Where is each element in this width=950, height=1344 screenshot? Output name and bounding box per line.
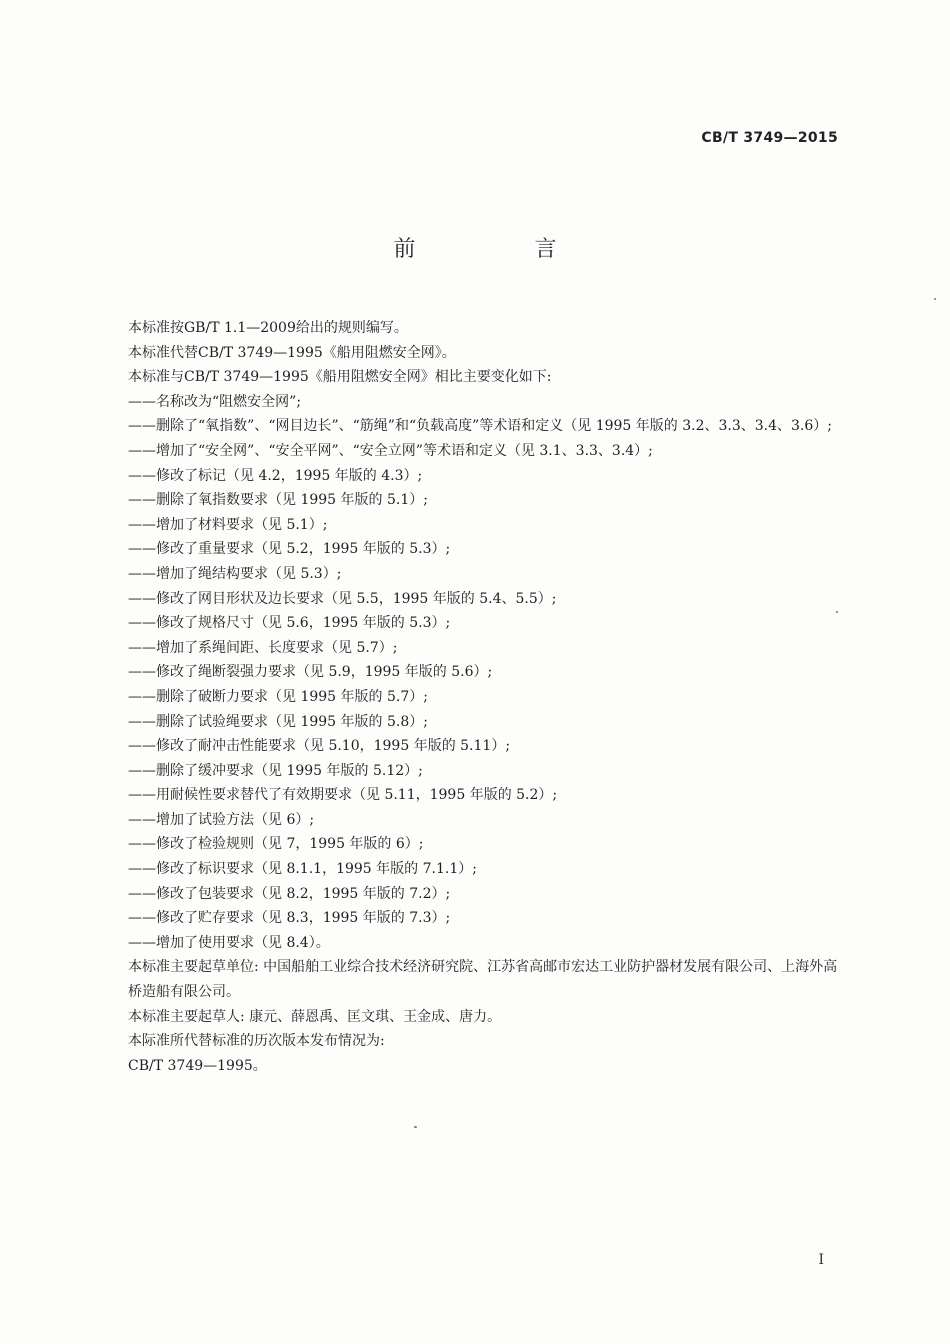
change-item: ——增加了使用要求（见 8.4）。	[128, 934, 330, 951]
intro-paragraph-2: 本标准代替CB/T 3749—1995《船用阻燃安全网》。	[128, 344, 456, 361]
change-item: ——删除了破断力要求（见 1995 年版的 5.7）;	[128, 688, 428, 705]
change-item: ——修改了重量要求（见 5.2，1995 年版的 5.3）;	[128, 541, 451, 558]
scan-speck	[934, 298, 936, 300]
change-item: ——修改了绳断裂强力要求（见 5.9，1995 年版的 5.6）;	[128, 664, 493, 681]
change-item: ——修改了标识要求（见 8.1.1，1995 年版的 7.1.1）;	[128, 861, 477, 878]
change-item: ——增加了“安全网”、“安全平网”、“安全立网”等术语和定义（见 3.1、3.3、3.4）;	[128, 442, 653, 459]
change-item: ——删除了“氧指数”、“网目边长”、“筋绳”和“负载高度”等术语和定义（见 1995 年版的 3.2、3.3、3.4、3.6）;	[128, 418, 833, 435]
document-code: CB/T 3749—2015	[701, 130, 838, 146]
scan-speck	[836, 611, 838, 613]
document-body	[128, 316, 848, 1078]
intro-paragraph-1: 本标准按GB/T 1.1—2009给出的规则编写。	[128, 320, 408, 336]
change-item: ——删除了试验绳要求（见 1995 年版的 5.8）;	[128, 713, 428, 730]
change-item: ——删除了缓冲要求（见 1995 年版的 5.12）;	[128, 762, 423, 779]
change-item: ——修改了耐冲击性能要求（见 5.10，1995 年版的 5.11）;	[128, 738, 511, 755]
change-item: ——修改了贮存要求（见 8.3，1995 年版的 7.3）;	[128, 910, 451, 927]
change-item: ——修改了检验规则（见 7，1995 年版的 6）;	[128, 836, 424, 853]
intro-paragraph-3: 本标准与CB/T 3749—1995《船用阻燃安全网》相比主要变化如下:	[128, 369, 552, 386]
drafting-units-paragraph: 本标准主要起草单位: 中国船舶工业综合技术经济研究院、江苏省高邮市宏达工业防护器材发展有限公司、上海外高桥造船有限公司。	[128, 959, 838, 1001]
history-paragraph: 本际准所代替标准的历次版本发布情况为:	[128, 1033, 385, 1050]
drafters-paragraph: 本标准主要起草人: 康元、薛恩禹、匡文琪、王金成、唐力。	[128, 1008, 502, 1025]
change-item: ——增加了材料要求（见 5.1）;	[128, 516, 328, 533]
change-item: ——名称改为“阻燃安全网”;	[128, 393, 302, 410]
page-title: 前 言	[393, 237, 613, 262]
history-version: CB/T 3749—1995。	[128, 1057, 267, 1074]
change-item: ——用耐候性要求替代了有效期要求（见 5.11，1995 年版的 5.2）;	[128, 787, 558, 804]
page-number: I	[818, 1252, 824, 1268]
change-item: ——增加了试验方法（见 6）;	[128, 811, 315, 828]
change-item: ——修改了标记（见 4.2，1995 年版的 4.3）;	[128, 467, 423, 484]
scan-speck	[414, 1126, 417, 1128]
change-item: ——增加了系绳间距、长度要求（见 5.7）;	[128, 639, 398, 656]
change-item: ——修改了包装要求（见 8.2，1995 年版的 7.2）;	[128, 885, 451, 902]
change-item: ——增加了绳结构要求（见 5.3）;	[128, 565, 342, 582]
change-item: ——删除了氧指数要求（见 1995 年版的 5.1）;	[128, 492, 428, 509]
change-item: ——修改了网目形状及边长要求（见 5.5，1995 年版的 5.4、5.5）;	[128, 590, 557, 607]
change-item: ——修改了规格尺寸（见 5.6，1995 年版的 5.3）;	[128, 615, 451, 632]
